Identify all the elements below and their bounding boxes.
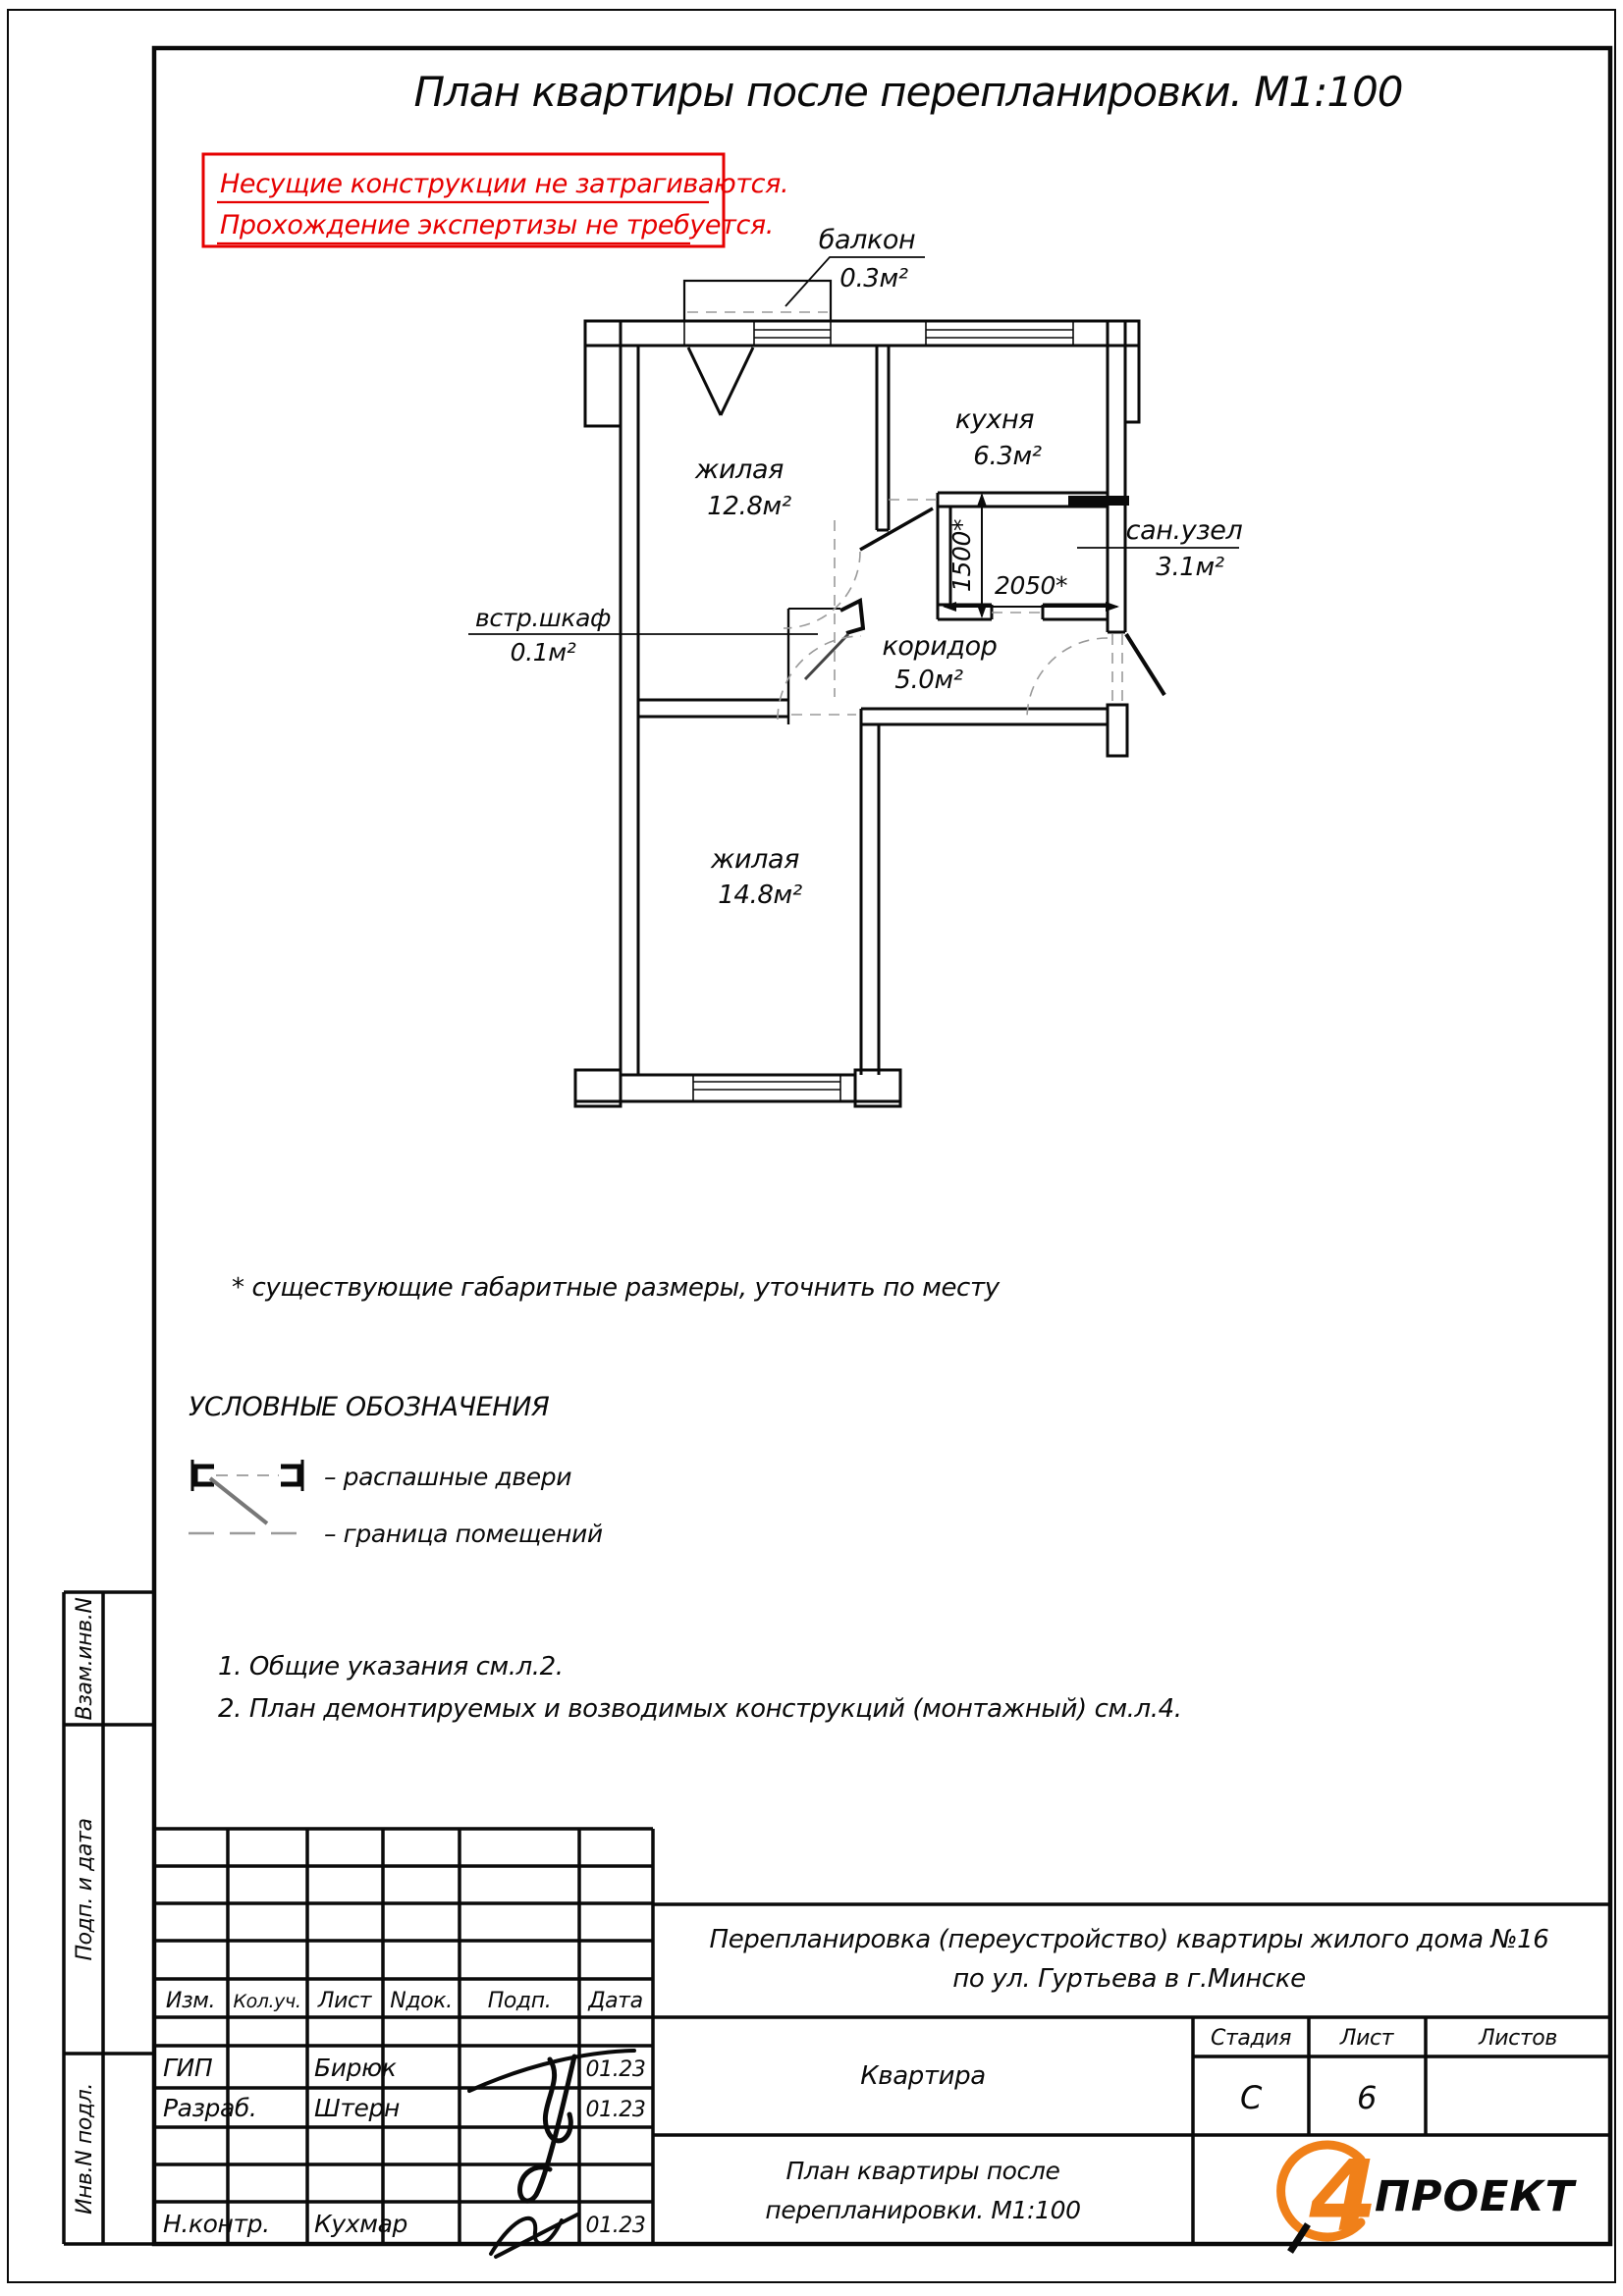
living1-label: жилая [695,454,784,485]
object-name: Квартира [860,2061,986,2091]
general-notes [218,1652,1182,1724]
balcony-label: балкон [818,225,916,255]
dim-width-label: 2050* [994,571,1068,600]
logo-text: ПРОЕКТ [1375,2172,1575,2221]
col-data: Дата [588,1989,643,2013]
warning-box [203,154,788,246]
row-gip-name: Бирюк [314,2054,397,2082]
signature-nkontr [491,2215,577,2257]
corridor-area: 5.0м² [894,666,963,695]
page-title: План квартиры после перепланировки. М1:100 [413,68,1403,116]
logo-digit: 4 [1309,2139,1378,2254]
plan-footnote: * существующие габаритные размеры, уточнить по месту [232,1273,1000,1303]
legend-item-1-label: – граница помещений [324,1520,603,1548]
floor-plan-walls [575,281,1164,1106]
balcony-outline [684,281,831,321]
warning-line-1: Несущие конструкции не затрагиваются. [220,169,789,199]
sidebar-strip [64,1592,154,2244]
company-logo [1281,2139,1578,2254]
bathroom-label: сан.узел [1125,515,1243,546]
balcony-area: 0.3м² [839,264,908,294]
col-koluch: Кол.уч. [233,1991,301,2012]
legend-title: УСЛОВНЫЕ ОБОЗНАЧЕНИЯ [189,1392,550,1422]
sidebar-label-vzam: Взам.инв.N [73,1597,97,1721]
project-line-1: Перепланировка (переустройство) квартиры жилого дома №16 [709,1925,1549,1954]
row-nkontr-date: 01.23 [585,2214,646,2238]
sheet-number: 6 [1357,2079,1377,2116]
sheet-label: Лист [1339,2026,1394,2051]
closet-area: 0.1м² [510,638,576,667]
bathroom-area: 3.1м² [1156,553,1224,582]
row-nkontr-role: Н.контр. [163,2210,270,2238]
sheet-title-line-1: План квартиры после [785,2157,1060,2185]
stage-label: Стадия [1210,2026,1292,2051]
row-razrab-date: 01.23 [585,2098,646,2122]
closet-outline [788,601,863,679]
row-nkontr-name: Кухмар [314,2210,407,2238]
legend [189,1392,603,1548]
closet-label: встр.шкаф [475,604,611,632]
row-gip-date: 01.23 [585,2057,646,2082]
kitchen-area: 6.3м² [973,442,1042,471]
sidebar-label-inv: Инв.N подл. [73,2083,97,2215]
room-labels [475,225,1242,910]
leader-lines [468,257,1239,634]
note-2: 2. План демонтируемых и возводимых конструкций (монтажный) см.л.4. [218,1694,1182,1724]
corridor-label: коридор [882,631,998,662]
col-podp: Подп. [487,1989,552,2013]
sheet-title-line-2: перепланировки. М1:100 [765,2196,1081,2224]
kitchen-label: кухня [954,404,1035,435]
warning-line-2: Прохождение экспертизы не требуется. [220,210,774,240]
swing-doors-symbol [192,1460,302,1523]
dim-height-label: 1500* [947,518,976,593]
row-razrab-role: Разраб. [163,2094,257,2122]
living2-area: 14.8м² [718,881,802,910]
legend-item-0-label: – распашные двери [324,1463,572,1491]
col-ndok: Nдок. [390,1989,453,2013]
col-list: Лист [317,1989,372,2013]
living2-label: жилая [711,844,799,875]
sidebar-label-podp: Подп. и дата [73,1818,97,1961]
project-line-2: по ул. Гуртьева в г.Минске [952,1964,1306,1994]
living1-area: 12.8м² [707,492,791,521]
row-razrab-name: Штерн [314,2094,400,2122]
note-1: 1. Общие указания см.л.2. [218,1652,564,1682]
row-gip-role: ГИП [163,2054,213,2082]
sheets-label: Листов [1479,2026,1557,2051]
stage-value: С [1240,2079,1262,2116]
drawing-frame [154,48,1610,2244]
col-izm: Изм. [165,1989,216,2013]
